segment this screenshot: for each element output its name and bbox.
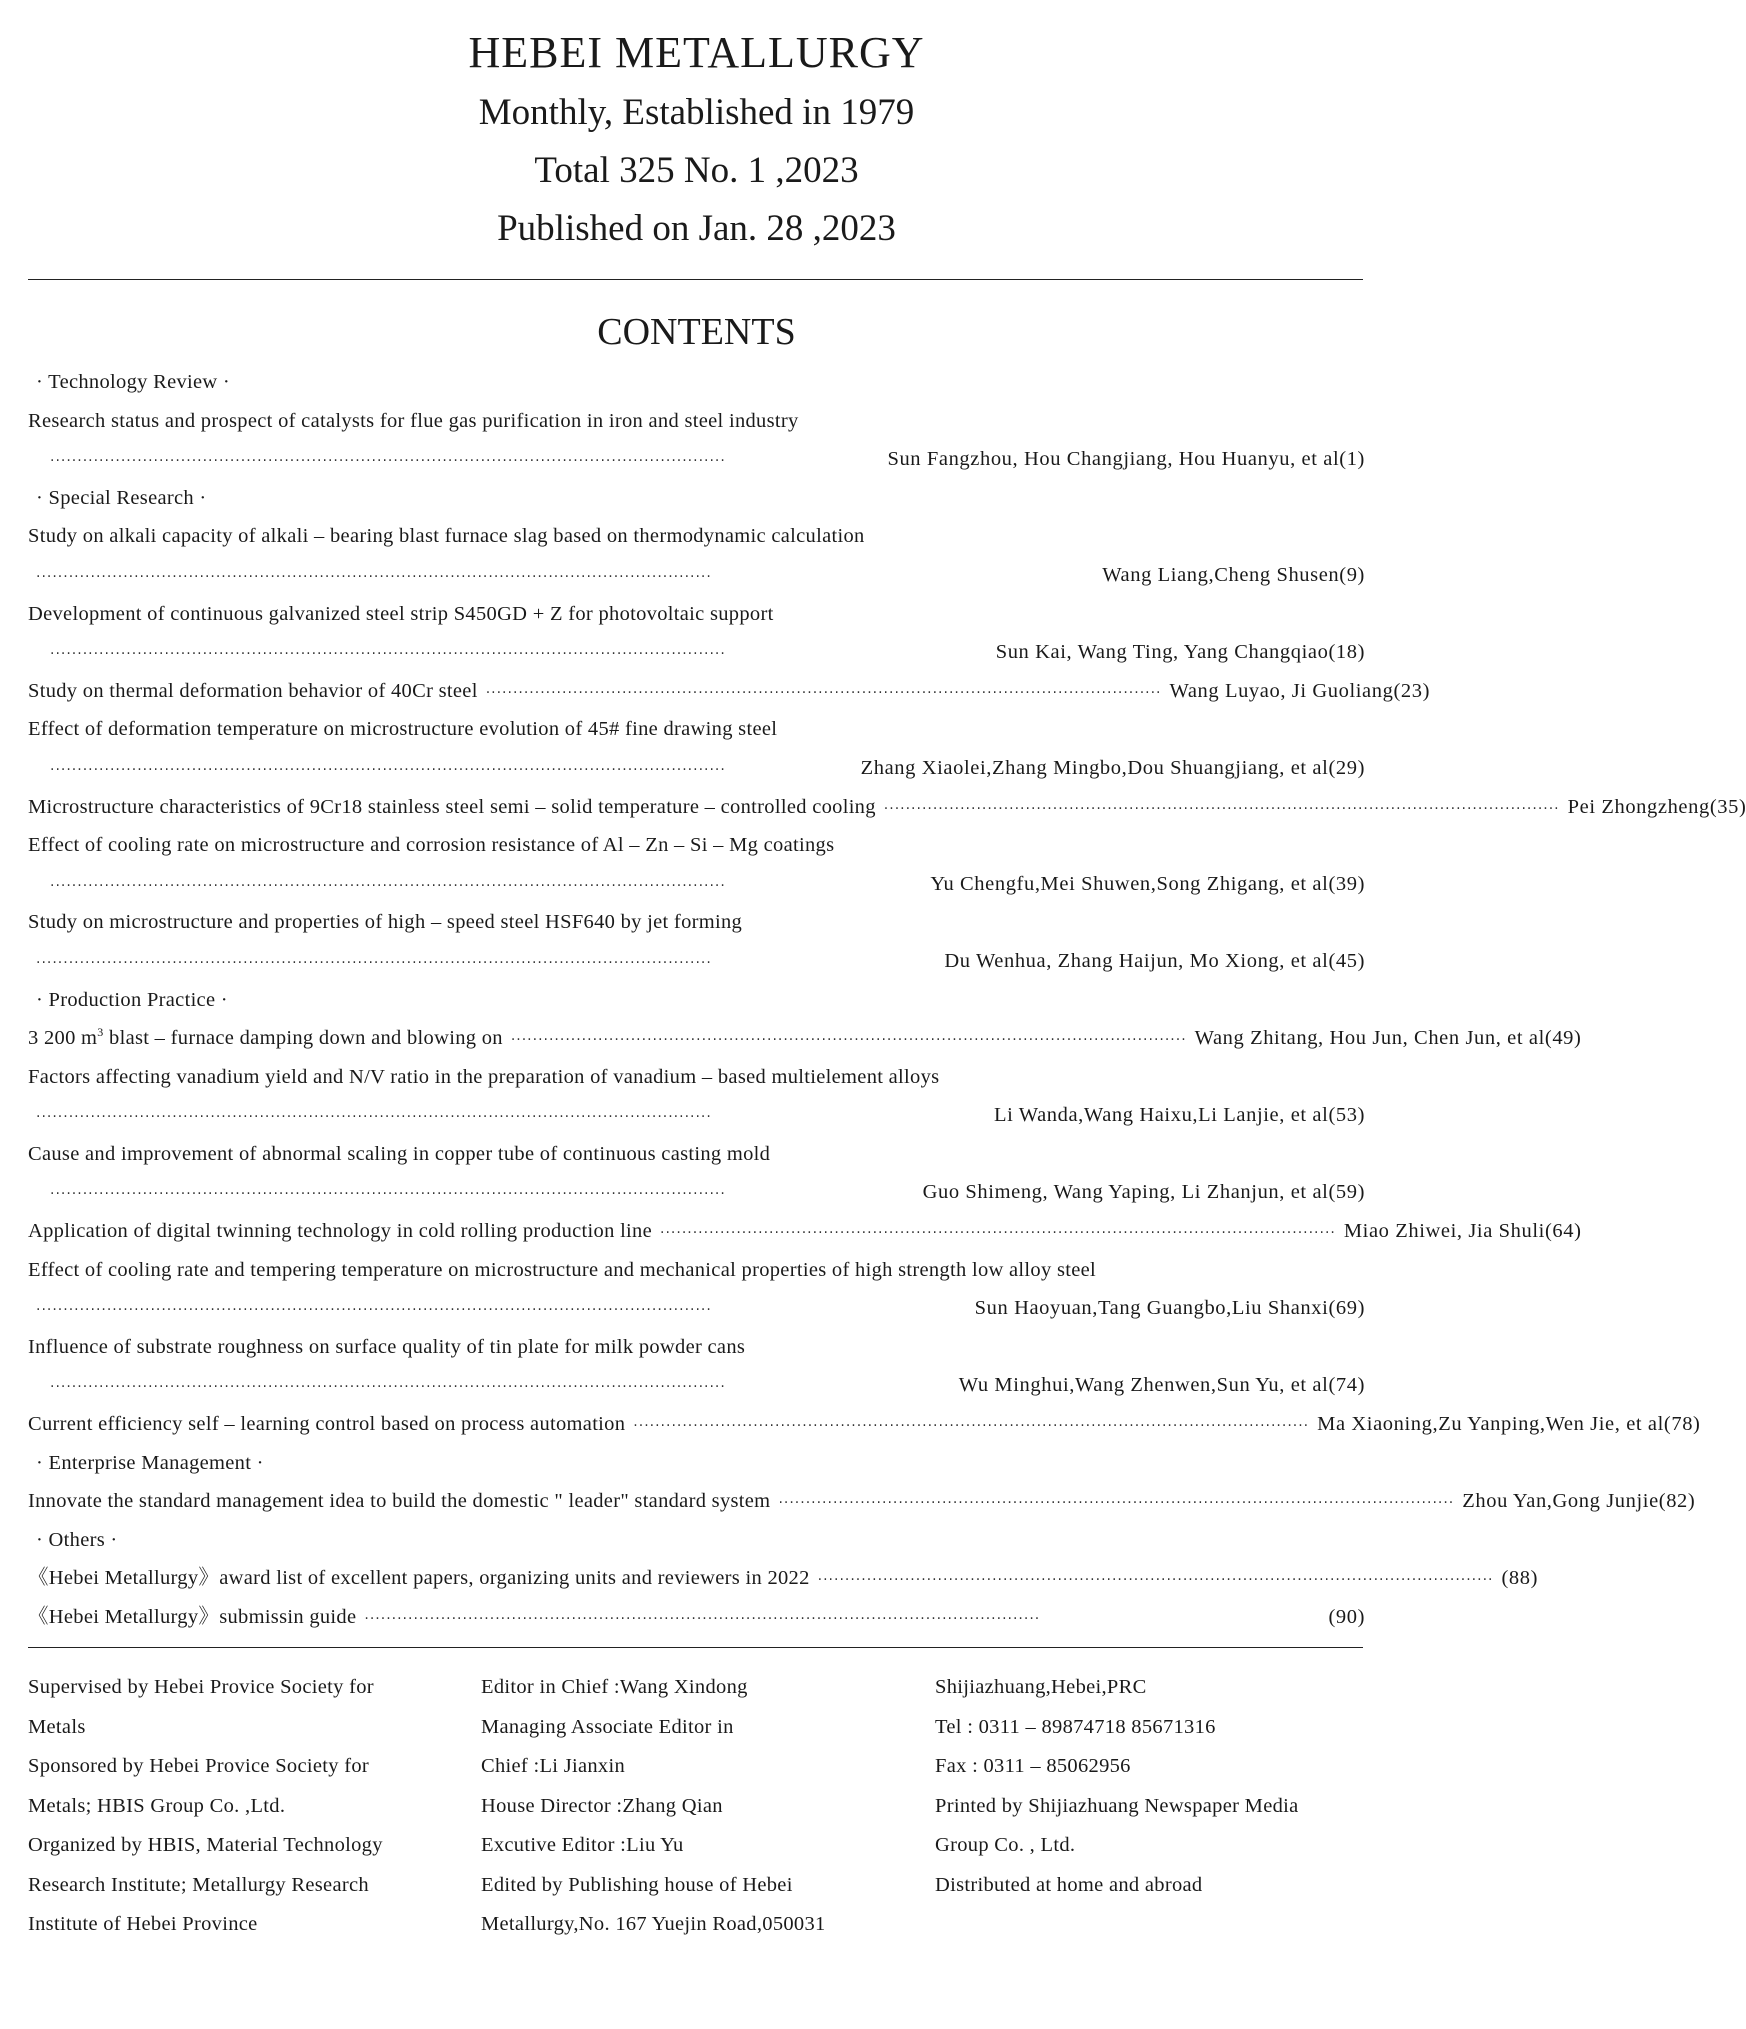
article-title[interactable]: Microstructure characteristics of 9Cr18 stainless steel semi – solid temperature – controlled cooling bbox=[28, 795, 876, 818]
leader-dots: ···························································································································· bbox=[778, 1495, 1455, 1512]
info-line: Supervised by Hebei Provice Society for bbox=[28, 1676, 374, 1698]
article-authors: Sun Kai, Wang Ting, Yang Changqiao bbox=[995, 641, 1329, 664]
article-page[interactable]: (9) bbox=[1339, 563, 1365, 586]
article-page[interactable]: (90) bbox=[1328, 1606, 1365, 1628]
article-title[interactable]: Research status and prospect of catalysts for flue gas purification in iron and steel industry bbox=[28, 409, 799, 432]
article-page[interactable]: (35) bbox=[1709, 795, 1746, 818]
info-line: Chief :Li Jianxin bbox=[481, 1755, 626, 1777]
info-line: Shijiazhuang,Hebei,PRC bbox=[935, 1676, 1147, 1698]
editorial-info bbox=[481, 1668, 921, 1945]
article-title[interactable]: Cause and improvement of abnormal scaling in copper tube of continuous casting mold bbox=[28, 1142, 771, 1165]
article-title[interactable]: Study on thermal deformation behavior of 40Cr steel bbox=[28, 679, 478, 702]
title-superscript: 3 bbox=[97, 1025, 104, 1040]
title-part: blast – furnace damping down and blowing on bbox=[103, 1027, 503, 1050]
article-page[interactable]: (45) bbox=[1328, 949, 1365, 972]
journal-title: HEBEI METALLURGY bbox=[468, 28, 925, 77]
article-authors: Zhang Xiaolei,Zhang Mingbo,Dou Shuangjiang, et al bbox=[860, 756, 1329, 779]
article-page[interactable]: (88) bbox=[1501, 1567, 1539, 1590]
info-line: Excutive Editor :Liu Yu bbox=[481, 1834, 684, 1856]
article-entry[interactable] bbox=[28, 1212, 1582, 1251]
bottom-divider bbox=[28, 1647, 1363, 1648]
leader-dots: ···························································································································· bbox=[485, 684, 1162, 701]
article-authors: Li Wanda,Wang Haixu,Li Lanjie, et al bbox=[994, 1104, 1329, 1127]
article-entry[interactable] bbox=[28, 1019, 1582, 1058]
article-authors: Pei Zhongzheng bbox=[1567, 795, 1710, 818]
leader-dots: ···························································································································· bbox=[36, 954, 712, 971]
article-title[interactable]: 《Hebei Metallurgy》award list of excellent papers, organizing units and reviewers in 2022 bbox=[28, 1567, 810, 1590]
leader-dots: ···························································································································· bbox=[50, 646, 726, 663]
info-line: Distributed at home and abroad bbox=[935, 1873, 1203, 1896]
article-page[interactable]: (64) bbox=[1544, 1220, 1582, 1243]
article-page[interactable]: (29) bbox=[1328, 756, 1365, 779]
issue-number: Total 325 No. 1 ,2023 bbox=[534, 150, 859, 191]
section-heading: · Enterprise Management · bbox=[36, 1451, 264, 1474]
article-page[interactable]: (23) bbox=[1393, 679, 1431, 702]
article-page[interactable]: (82) bbox=[1658, 1490, 1696, 1513]
article-page[interactable]: (39) bbox=[1328, 872, 1365, 895]
contents-heading: CONTENTS bbox=[597, 311, 796, 353]
article-byline bbox=[28, 633, 1365, 672]
article-byline bbox=[28, 1366, 1365, 1405]
article-title[interactable]: Factors affecting vanadium yield and N/V ratio in the preparation of vanadium – based multielement alloys bbox=[28, 1065, 940, 1088]
section-heading: · Technology Review · bbox=[36, 371, 231, 393]
article-page[interactable]: (69) bbox=[1328, 1297, 1365, 1320]
article-title[interactable]: Effect of cooling rate on microstructure and corrosion resistance of Al – Zn – Si – Mg coatings bbox=[28, 834, 835, 857]
article-title[interactable]: Innovate the standard management idea to build the domestic " leader" standard system bbox=[28, 1490, 771, 1513]
article-authors: Sun Fangzhou, Hou Changjiang, Hou Huanyu, et al bbox=[887, 448, 1340, 471]
leader-dots: ···························································································································· bbox=[50, 1379, 726, 1396]
publication-date: Published on Jan. 28 ,2023 bbox=[497, 208, 896, 249]
article-page[interactable]: (49) bbox=[1544, 1027, 1582, 1050]
leader-dots: ···························································································································· bbox=[660, 1225, 1336, 1242]
article-entry[interactable] bbox=[28, 1405, 1701, 1444]
article-authors: Wu Minghui,Wang Zhenwen,Sun Yu, et al bbox=[958, 1374, 1329, 1397]
info-line: Metals bbox=[28, 1715, 86, 1738]
article-authors: Du Wenhua, Zhang Haijun, Mo Xiong, et al bbox=[944, 949, 1329, 972]
info-line: Organized by HBIS, Material Technology bbox=[28, 1834, 383, 1856]
leader-dots: ···························································································································· bbox=[36, 1109, 712, 1126]
info-line: Metals; HBIS Group Co. ,Ltd. bbox=[28, 1794, 286, 1817]
info-line: Research Institute; Metallurgy Research bbox=[28, 1873, 369, 1896]
article-authors: Ma Xiaoning,Zu Yanping,Wen Jie, et al bbox=[1317, 1413, 1664, 1436]
leader-dots: ···························································································································· bbox=[50, 1186, 726, 1203]
leader-dots: ···························································································································· bbox=[633, 1418, 1310, 1435]
leader-dots: ···························································································································· bbox=[883, 800, 1560, 817]
leader-dots: ···························································································································· bbox=[364, 1611, 1041, 1627]
article-title[interactable]: Study on microstructure and properties of high – speed steel HSF640 by jet forming bbox=[28, 911, 743, 934]
info-line: Printed by Shijiazhuang Newspaper Media bbox=[935, 1794, 1299, 1817]
article-title[interactable]: Application of digital twinning technology in cold rolling production line bbox=[28, 1220, 653, 1243]
article-page[interactable]: (18) bbox=[1328, 641, 1365, 664]
info-line: Metallurgy,No. 167 Yuejin Road,050031 bbox=[481, 1913, 826, 1935]
article-byline bbox=[28, 942, 1365, 981]
article-authors: Wang Luyao, Ji Guoliang bbox=[1169, 679, 1394, 702]
article-byline bbox=[28, 1289, 1365, 1328]
article-page[interactable]: (59) bbox=[1328, 1181, 1365, 1204]
top-divider bbox=[28, 279, 1363, 280]
article-byline bbox=[28, 556, 1365, 595]
leader-dots: ···························································································································· bbox=[50, 453, 726, 470]
article-title[interactable]: Development of continuous galvanized steel strip S450GD + Z for photovoltaic support bbox=[28, 602, 774, 625]
sponsor-info bbox=[28, 1668, 463, 1945]
article-byline bbox=[28, 865, 1365, 904]
leader-dots: ···························································································································· bbox=[36, 1302, 712, 1319]
article-byline bbox=[28, 1096, 1365, 1135]
article-authors: Sun Haoyuan,Tang Guangbo,Liu Shanxi bbox=[974, 1297, 1329, 1320]
info-line: Fax : 0311 – 85062956 bbox=[935, 1755, 1131, 1777]
publication-frequency: Monthly, Established in 1979 bbox=[478, 92, 915, 133]
info-line: Sponsored by Hebei Provice Society for bbox=[28, 1755, 370, 1777]
info-line: Managing Associate Editor in bbox=[481, 1715, 734, 1738]
article-title[interactable]: Current efficiency self – learning control based on process automation bbox=[28, 1413, 626, 1436]
article-title[interactable]: Study on alkali capacity of alkali – bearing blast furnace slag based on thermodynamic calculation bbox=[28, 525, 865, 548]
leader-dots: ···························································································································· bbox=[50, 761, 726, 778]
article-authors: Wang Liang,Cheng Shusen bbox=[1102, 563, 1340, 586]
article-byline bbox=[28, 749, 1365, 788]
info-line: Editor in Chief :Wang Xindong bbox=[481, 1676, 748, 1698]
article-entry[interactable] bbox=[28, 1598, 1365, 1637]
info-line: Edited by Publishing house of Hebei bbox=[481, 1873, 793, 1896]
article-authors: Wang Zhitang, Hou Jun, Chen Jun, et al bbox=[1194, 1027, 1545, 1050]
article-title[interactable] bbox=[28, 1019, 503, 1058]
article-byline bbox=[28, 440, 1365, 479]
leader-dots: ···························································································································· bbox=[817, 1572, 1494, 1589]
info-line: House Director :Zhang Qian bbox=[481, 1794, 723, 1817]
article-entry[interactable] bbox=[28, 1482, 1696, 1521]
section-heading: · Production Practice · bbox=[36, 988, 228, 1011]
article-entry[interactable] bbox=[28, 672, 1431, 711]
article-page[interactable]: (74) bbox=[1328, 1374, 1365, 1397]
article-byline bbox=[28, 1173, 1365, 1212]
table-of-contents bbox=[28, 363, 1746, 1637]
info-line: Institute of Hebei Province bbox=[28, 1913, 258, 1935]
article-page[interactable]: (78) bbox=[1663, 1413, 1701, 1436]
article-entry[interactable] bbox=[28, 1559, 1539, 1598]
article-page[interactable]: (53) bbox=[1328, 1104, 1365, 1127]
article-authors: Zhou Yan,Gong Junjie bbox=[1462, 1490, 1659, 1513]
article-title[interactable]: 《Hebei Metallurgy》submissin guide bbox=[28, 1606, 357, 1628]
info-line: Tel : 0311 – 89874718 85671316 bbox=[935, 1715, 1216, 1738]
article-authors: Miao Zhiwei, Jia Shuli bbox=[1343, 1220, 1545, 1243]
info-line: Group Co. , Ltd. bbox=[935, 1834, 1076, 1856]
article-authors: Guo Shimeng, Wang Yaping, Li Zhanjun, et al bbox=[922, 1181, 1329, 1204]
leader-dots: ···························································································································· bbox=[36, 568, 712, 585]
section-heading: · Others · bbox=[36, 1528, 118, 1551]
article-title[interactable]: Effect of cooling rate and tempering temperature on microstructure and mechanical properties of high strength low alloy steel bbox=[28, 1258, 1097, 1281]
masthead bbox=[0, 22, 1393, 258]
contact-info bbox=[935, 1668, 1375, 1905]
article-title[interactable]: Effect of deformation temperature on microstructure evolution of 45# fine drawing steel bbox=[28, 718, 778, 741]
article-authors: Yu Chengfu,Mei Shuwen,Song Zhigang, et al bbox=[930, 872, 1329, 895]
leader-dots: ···························································································································· bbox=[50, 877, 726, 894]
leader-dots: ···························································································································· bbox=[510, 1032, 1187, 1049]
article-page[interactable]: (1) bbox=[1339, 448, 1365, 471]
title-part: 3 200 m bbox=[28, 1027, 98, 1050]
article-title[interactable]: Influence of substrate roughness on surface quality of tin plate for milk powder cans bbox=[28, 1335, 746, 1358]
article-entry[interactable] bbox=[28, 788, 1746, 827]
section-heading: · Special Research · bbox=[36, 486, 207, 509]
